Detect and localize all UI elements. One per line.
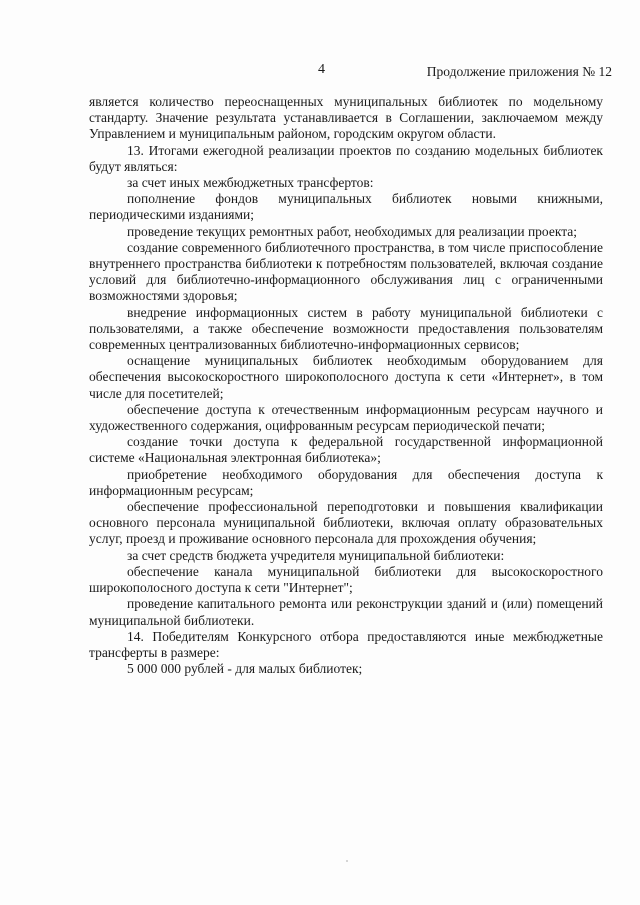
paragraph-result-definition: является количество переоснащенных муниципальных библиотек по модельному стандарту. Значение результата устанавливается в Соглашении, заключаемом между Управлением и муниципальным районом, городским округом области.: [89, 94, 603, 142]
paragraph-staff-training: обеспечение профессиональной переподготовки и повышения квалификации основного персонала муниципальной библиотеки, включая оплату образовательных услуг, проезд и проживание основного персонала для прохождения обучения;: [89, 499, 603, 547]
page-number: 4: [318, 62, 325, 77]
paragraph-library-space: создание современного библиотечного пространства, в том числе приспособление внутреннего пространства библиотеки к потребностям пользователей, включая создание условий для библиотечно-информационного обслуживания лиц с ограниченными возможностями здоровья;: [89, 239, 603, 304]
paragraph-information-systems: внедрение информационных систем в работу муниципальной библиотеки с пользователями, а также обеспечение возможности предоставления пользователям современных централизованных библиотечно-информационных сервисов;: [89, 304, 603, 353]
paragraph-item-13: 13. Итогами ежегодной реализации проектов по созданию модельных библиотек будут являться:: [89, 142, 603, 174]
paragraph-neb-access-point: создание точки доступа к федеральной государственной информационной системе «Национальная электронная библиотека»;: [89, 434, 603, 466]
paragraph-repair-works: проведение текущих ремонтных работ, необходимых для реализации проекта;: [127, 223, 578, 239]
paragraph-internet-equipment: оснащение муниципальных библиотек необходимым оборудованием для обеспечения высокоскоростного широкополосного доступа к сети «Интернет», в том числе для посетителей;: [89, 353, 603, 401]
paragraph-equipment-purchase: приобретение необходимого оборудования для обеспечения доступа к информационным ресурсам;: [89, 466, 603, 498]
paragraph-fund-replenishment: пополнение фондов муниципальных библиотек новыми книжными, периодическими изданиями;: [89, 191, 603, 223]
document-body: [89, 94, 603, 677]
scan-speck: [346, 860, 348, 862]
appendix-continuation-note: Продолжение приложения № 12: [426, 64, 612, 79]
paragraph-item-14: 14. Победителям Конкурсного отбора предоставляются иные межбюджетные трансферты в размере:: [89, 628, 603, 660]
paragraph-founder-budget: за счет средств бюджета учредителя муниципальной библиотеки:: [127, 547, 505, 563]
paragraph-resource-access: обеспечение доступа к отечественным информационным ресурсам научного и художественного содержания, оцифрованным ресурсам периодической печати;: [89, 401, 603, 434]
paragraph-capital-repair: проведение капитального ремонта или реконструкции зданий и (или) помещений муниципальной библиотеки.: [89, 596, 603, 628]
paragraph-interbudget-transfers: за счет иных межбюджетных трансфертов:: [127, 175, 374, 191]
paragraph-internet-channel: обеспечение канала муниципальной библиотеки для высокоскоростного широкополосного доступа к сети "Интернет";: [89, 563, 603, 596]
paragraph-small-libraries-amount: 5 000 000 рублей - для малых библиотек;: [127, 661, 363, 677]
